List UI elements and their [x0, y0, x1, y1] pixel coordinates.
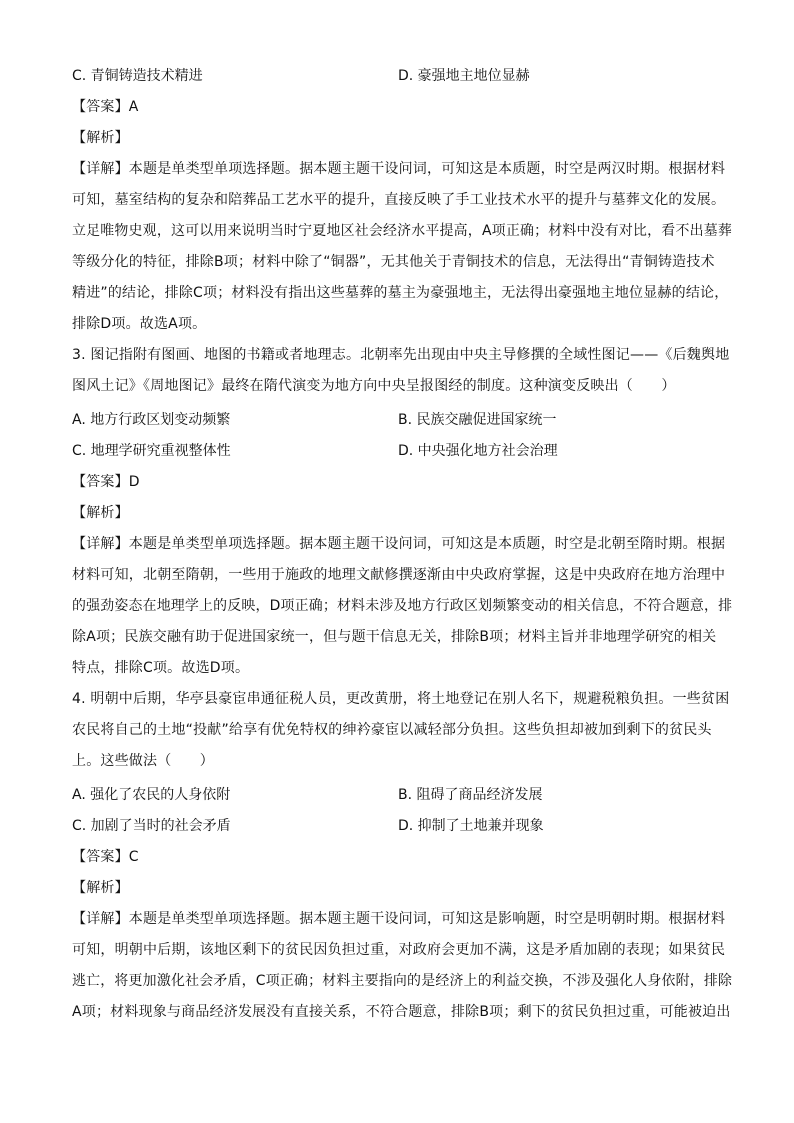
q3-answer: 【答案】D — [72, 474, 140, 490]
q3-detail-line: 【详解】本题是单类型单项选择题。据本题主题干设问词，可知这是本质题，时空是北朝至隋时期。根据 — [72, 536, 726, 552]
q3-option-a: A. 地方行政区划变动频繁 — [72, 412, 231, 428]
q3-option-d: D. 中央强化地方社会治理 — [398, 443, 558, 459]
q4-detail-line: 【详解】本题是单类型单项选择题。据本题主题干设问词，可知这是影响题，时空是明朝时期。根据材料 — [72, 911, 726, 927]
q4-stem-line: 农民将自己的土地“投献”给享有优免特权的绅衿豪宦以减轻部分负担。这些负担却被加到剩下的贫民头 — [72, 722, 712, 738]
q2-option-d: D. 豪强地主地位显赫 — [398, 68, 530, 84]
q3-stem-line: 3. 图记指附有图画、地图的书籍或者地理志。北朝率先出现由中央主导修撰的全域性图记——《后魏舆地 — [72, 347, 730, 363]
q3-option-b: B. 民族交融促进国家统一 — [398, 412, 557, 428]
q3-stem-line: 图风土记》《周地图记》最终在隋代演变为地方向中央呈报图经的制度。这种演变反映出（ ） — [72, 378, 676, 394]
q2-analysis-heading: 【解析】 — [72, 130, 129, 146]
q2-detail-line: 精进”的结论，排除C项；材料没有指出这些墓葬的墓主为豪强地主，无法得出豪强地主地位显赫的结论， — [72, 285, 729, 301]
q4-option-c: C. 加剧了当时的社会矛盾 — [72, 818, 231, 834]
q4-detail-line: 逃亡，将更加激化社会矛盾，C项正确；材料主要指向的是经济上的利益交换，不涉及强化人身依附，排除 — [72, 973, 733, 989]
q2-detail-line: 立足唯物史观，这可以用来说明当时宁夏地区社会经济水平提高，A项正确；材料中没有对比，看不出墓葬 — [72, 223, 733, 239]
q4-detail-line: A项；材料现象与商品经济发展没有直接关系，不符合题意，排除B项；剩下的贫民负担过重，可能被迫出 — [72, 1004, 731, 1020]
q2-detail-line: 排除D项。故选A项。 — [72, 316, 207, 332]
q3-detail-line: 的强劲姿态在地理学上的反映，D项正确；材料未涉及地方行政区划频繁变动的相关信息，不符合题意，排 — [72, 598, 733, 614]
q3-detail-line: 材料可知，北朝至隋朝，一些用于施政的地理文献修撰逐渐由中央政府掌握，这是中央政府在地方治理中 — [72, 567, 726, 583]
q3-option-c: C. 地理学研究重视整体性 — [72, 443, 231, 459]
q4-answer: 【答案】C — [72, 849, 139, 865]
q2-answer: 【答案】A — [72, 99, 139, 115]
q3-analysis-heading: 【解析】 — [72, 505, 129, 521]
q4-analysis-heading: 【解析】 — [72, 880, 129, 896]
q2-detail-line: 等级分化的特征，排除B项；材料中除了“铜器”，无其他关于青铜技术的信息，无法得出“青铜铸造技术 — [72, 254, 715, 270]
q4-option-b: B. 阻碍了商品经济发展 — [398, 787, 543, 803]
q4-option-d: D. 抑制了土地兼并现象 — [398, 818, 544, 834]
q2-option-c: C. 青铜铸造技术精进 — [72, 68, 203, 84]
q4-detail-line: 可知，明朝中后期，该地区剩下的贫民因负担过重，对政府会更加不满，这是矛盾加剧的表现；如果贫民 — [72, 942, 726, 958]
q2-detail-line: 可知，墓室结构的复杂和陪葬品工艺水平的提升，直接反映了手工业技术水平的提升与墓葬文化的发展。 — [72, 192, 726, 208]
q4-option-a: A. 强化了农民的人身依附 — [72, 787, 231, 803]
q4-stem-line: 上。这些做法（ ） — [72, 753, 214, 769]
q2-detail-line: 【详解】本题是单类型单项选择题。据本题主题干设问词，可知这是本质题，时空是两汉时期。根据材料 — [72, 161, 726, 177]
q3-detail-line: 特点，排除C项。故选D项。 — [72, 660, 250, 676]
q3-detail-line: 除A项；民族交融有助于促进国家统一，但与题干信息无关，排除B项；材料主旨并非地理学研究的相关 — [72, 629, 717, 645]
q4-stem-line: 4. 明朝中后期，华亭县豪宦串通征税人员，更改黄册，将土地登记在别人名下，规避税粮负担。一些贫困 — [72, 691, 730, 707]
